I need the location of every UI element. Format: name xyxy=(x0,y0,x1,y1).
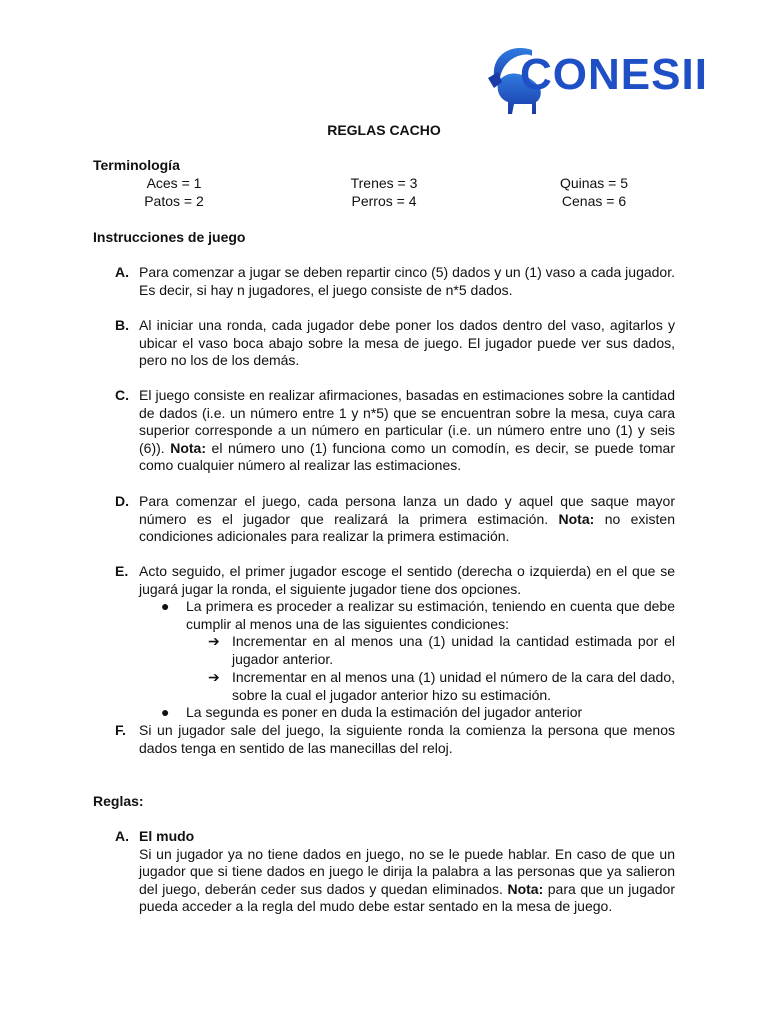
bullet-item xyxy=(139,598,675,633)
bullet-text: La primera es proceder a realizar su estimación, teniendo en cuenta que debe cumplir al menos una de las siguientes condiciones: xyxy=(186,598,675,632)
list-letter: C. xyxy=(115,387,129,403)
document-title: REGLAS CACHO xyxy=(327,122,441,138)
term-cell: Trenes = 3 xyxy=(350,175,418,191)
term-cell: Perros = 4 xyxy=(351,193,417,209)
bullet-item xyxy=(139,704,675,722)
term-cell: Cenas = 6 xyxy=(561,193,627,209)
terminology-heading: Terminología xyxy=(93,157,180,173)
conesii-logo xyxy=(484,42,708,116)
instruction-item-f xyxy=(93,722,675,757)
instruction-text: Acto seguido, el primer jugador escoge el sentido (derecha o izquierda) en el que se jugará jugar la ronda, el siguiente jugador tiene dos opciones. xyxy=(139,563,675,597)
rule-item-a xyxy=(93,828,675,916)
list-letter: F. xyxy=(115,722,126,738)
instruction-text-main: Para comenzar el juego, cada persona lanza un dado y aquel que saque mayor número es el jugador que realizará la primera estimación. xyxy=(139,493,675,527)
instruction-item-d xyxy=(93,493,675,546)
terminology-row xyxy=(0,175,768,193)
instructions-heading: Instrucciones de juego xyxy=(93,229,246,245)
list-letter: B. xyxy=(115,317,129,333)
rule-text: Si un jugador ya no tiene dados en juego, no se le puede hablar. En caso de que un jugador que si tiene dados en juego le dirija la palabra a las personas que ya salieron del juego, deberán ceder sus dados y quedan eliminados. xyxy=(139,845,675,897)
instruction-item-e xyxy=(93,563,675,598)
arrow-item xyxy=(186,633,675,668)
note-text: el número uno (1) funciona como un comodín, es decir, se puede tomar como cualquier número al realizar las estimaciones. xyxy=(139,439,675,473)
instruction-text-main: El juego consiste en realizar afirmaciones, basadas en estimaciones sobre la cantidad de dados (i.e. un número entre 1 y n*5) que se encuentran sobre la mesa, cuya cara superior corresponde a un número en particular (i.e. un número entre uno (1) y seis (6)). xyxy=(139,387,675,456)
instruction-text: Si un jugador sale del juego, la siguiente ronda la comienza la persona que menos dados tenga en sentido de las manecillas del reloj. xyxy=(139,722,675,756)
instruction-text xyxy=(139,493,675,546)
instruction-text: Para comenzar a jugar se deben repartir cinco (5) dados y un (1) vaso a cada jugador. Es decir, si hay n jugadores, el juego consiste de n*5 dados. xyxy=(139,264,675,298)
list-letter: A. xyxy=(115,264,129,280)
rules-heading: Reglas: xyxy=(93,793,144,809)
bullet-icon: ● xyxy=(161,704,170,720)
instruction-item-c xyxy=(93,387,675,475)
term-cell: Patos = 2 xyxy=(144,193,204,209)
instruction-text xyxy=(139,387,675,475)
note-text: para que un jugador pueda acceder a la regla del mudo debe estar sentado en la mesa de juego. xyxy=(139,880,676,914)
arrow-text: Incrementar en al menos una (1) unidad la cantidad estimada por el jugador anterior. xyxy=(232,633,675,667)
instruction-text: Al iniciar una ronda, cada jugador debe poner los dados dentro del vaso, agitarlos y ubicar el vaso boca abajo sobre la mesa de juego. El jugador puede ver sus dados, pero no los de los demás. xyxy=(139,317,675,368)
instruction-item-b xyxy=(93,317,675,370)
note-label: Nota: xyxy=(170,439,206,456)
arrow-item xyxy=(186,669,675,704)
bullet-icon: ● xyxy=(161,598,170,614)
list-letter: A. xyxy=(115,828,129,844)
list-letter: E. xyxy=(115,563,129,579)
term-cell: Quinas = 5 xyxy=(559,175,629,191)
terminology-row xyxy=(0,193,768,211)
rule-body xyxy=(139,828,675,916)
logo-wordmark: CONESII xyxy=(520,50,708,99)
note-label: Nota: xyxy=(507,880,544,897)
rule-title: El mudo xyxy=(139,828,195,844)
arrow-icon: ➔ xyxy=(208,669,220,685)
arrow-text: Incrementar en al menos una (1) unidad el número de la cara del dado, sobre la cual el jugador anterior hizo su estimación. xyxy=(232,669,675,703)
bullet-text: La segunda es poner en duda la estimación del jugador anterior xyxy=(186,704,583,720)
list-letter: D. xyxy=(115,493,129,509)
arrow-icon: ➔ xyxy=(208,633,220,649)
instruction-item-a xyxy=(93,264,675,299)
note-text: no existen condiciones adicionales para realizar la primera estimación. xyxy=(139,510,676,544)
note-label: Nota: xyxy=(558,510,595,527)
term-cell: Aces = 1 xyxy=(146,175,202,191)
